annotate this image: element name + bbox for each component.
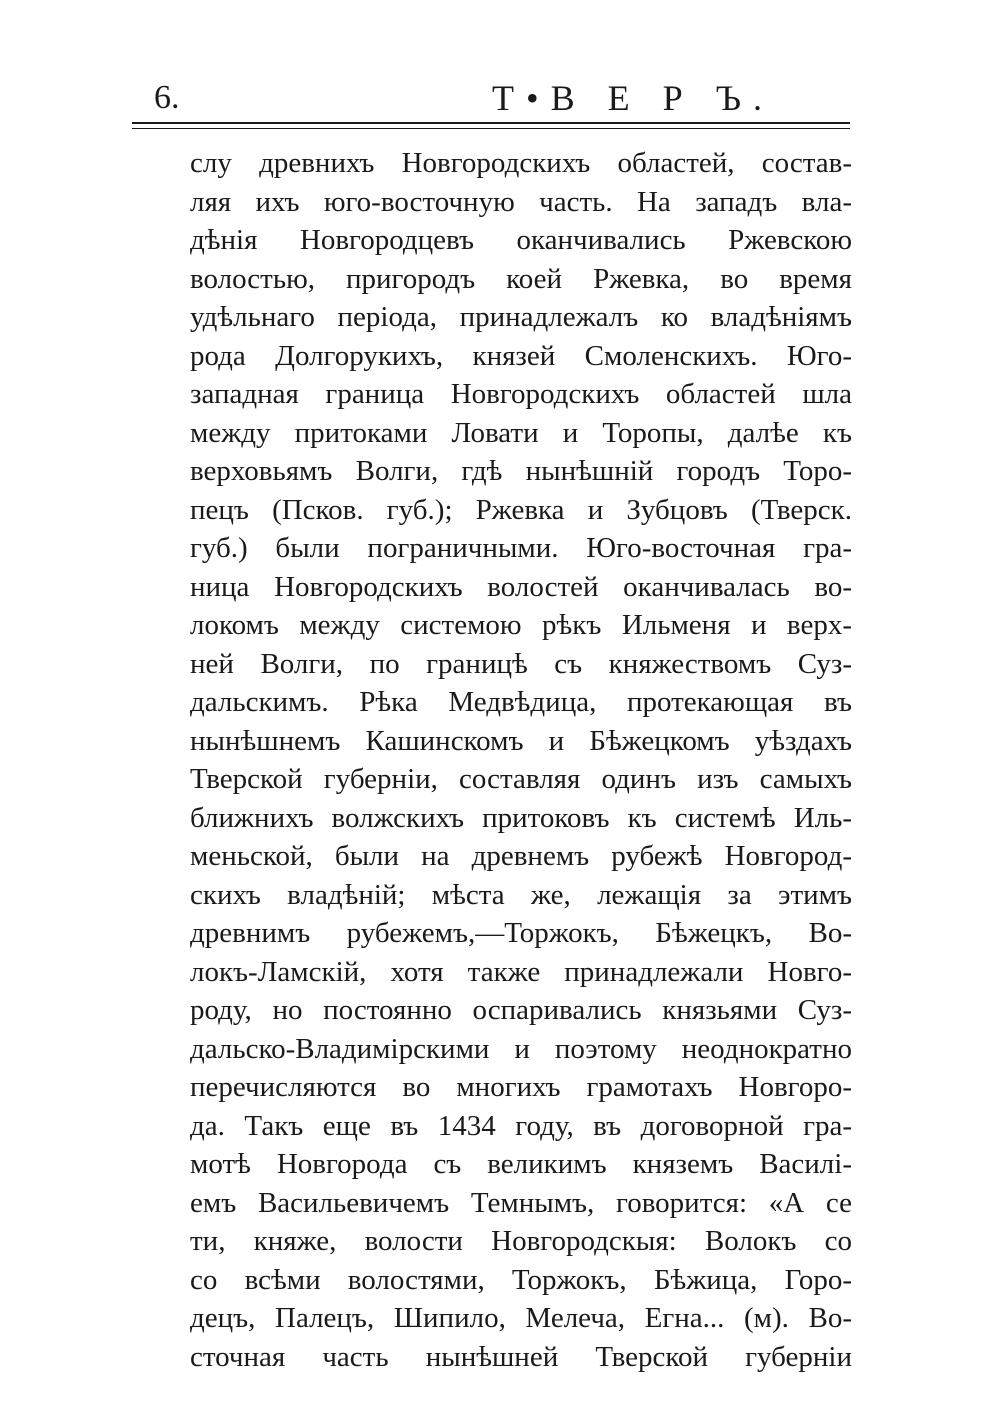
text-line: децъ, Палецъ, Шипило, Мелеча, Егна... (м). Во- <box>190 1302 852 1334</box>
text-line: локъ-Ламскій, хотя также принадлежали Новго- <box>190 955 852 988</box>
text-line: да. Такъ еще въ 1434 году, въ договорной гра- <box>190 1109 852 1142</box>
body-text <box>190 144 852 1376</box>
page-number: 6. <box>154 79 180 116</box>
running-title: Т•В Е Р Ъ. <box>492 78 775 118</box>
header-rule-thick <box>132 122 850 124</box>
text-line: пецъ (Псков. губ.); Ржевка и Зубцовъ (Тверск. <box>190 493 852 526</box>
text-line: мотѣ Новгорода съ великимъ княземъ Василі- <box>190 1148 852 1180</box>
text-line: со всѣми волостями, Торжокъ, Бѣжица, Горо- <box>190 1263 852 1296</box>
text-line: между притоками Ловати и Торопы, далѣе къ <box>190 416 852 449</box>
text-line: емъ Васильевичемъ Темнымъ, говорится: «А се <box>190 1186 852 1219</box>
text-line: Тверской губерніи, составляя одинъ изъ самыхъ <box>190 763 852 795</box>
header-rule-thin <box>132 128 850 129</box>
text-line: рода Долгорукихъ, князей Смоленскихъ. Юго- <box>190 339 852 372</box>
text-line: ней Волги, по границѣ съ княжествомъ Суз- <box>190 647 852 680</box>
text-line: верховьямъ Волги, гдѣ нынѣшній городъ Торо- <box>190 455 852 487</box>
text-line: дальско-Владимірскими и поэтому неоднократно <box>190 1032 852 1065</box>
text-line: локомъ между системою рѣкъ Ильменя и верх- <box>190 609 852 641</box>
text-line: ляя ихъ юго-восточную часть. На западъ вла- <box>190 185 852 218</box>
text-line: ница Новгородскихъ волостей оканчивалась во- <box>190 570 852 603</box>
text-line: западная граница Новгородскихъ областей шла <box>190 378 852 410</box>
text-line: волостью, пригородъ коей Ржевка, во время <box>190 262 852 295</box>
text-line: дальскимъ. Рѣка Медвѣдица, протекающая въ <box>190 686 852 718</box>
text-line: ти, княже, волости Новгородскыя: Волокъ со <box>190 1225 852 1257</box>
page-header <box>132 78 850 122</box>
text-line: губ.) были пограничными. Юго-восточная гра- <box>190 532 852 564</box>
text-line: сточная часть нынѣшней Тверской губерніи <box>190 1340 852 1373</box>
text-line: удѣльнаго періода, принадлежалъ ко владѣніямъ <box>190 301 852 333</box>
text-line: слу древнихъ Новгородскихъ областей, состав- <box>190 147 852 179</box>
text-line: роду, но постоянно оспаривались князьями Суз- <box>190 994 852 1026</box>
text-line: древнимъ рубежемъ,—Торжокъ, Бѣжецкъ, Во- <box>190 917 852 949</box>
text-line: скихъ владѣній; мѣста же, лежащія за этимъ <box>190 878 852 911</box>
text-line: нынѣшнемъ Кашинскомъ и Бѣжецкомъ уѣздахъ <box>190 724 852 757</box>
text-line: ближнихъ волжскихъ притоковъ къ системѣ Иль- <box>190 801 852 834</box>
text-line: дѣнія Новгородцевъ оканчивались Ржевскою <box>190 224 852 256</box>
text-line: перечисляются во многихъ грамотахъ Новгоро- <box>190 1071 852 1103</box>
text-line: меньской, были на древнемъ рубежѣ Новгород- <box>190 840 852 872</box>
